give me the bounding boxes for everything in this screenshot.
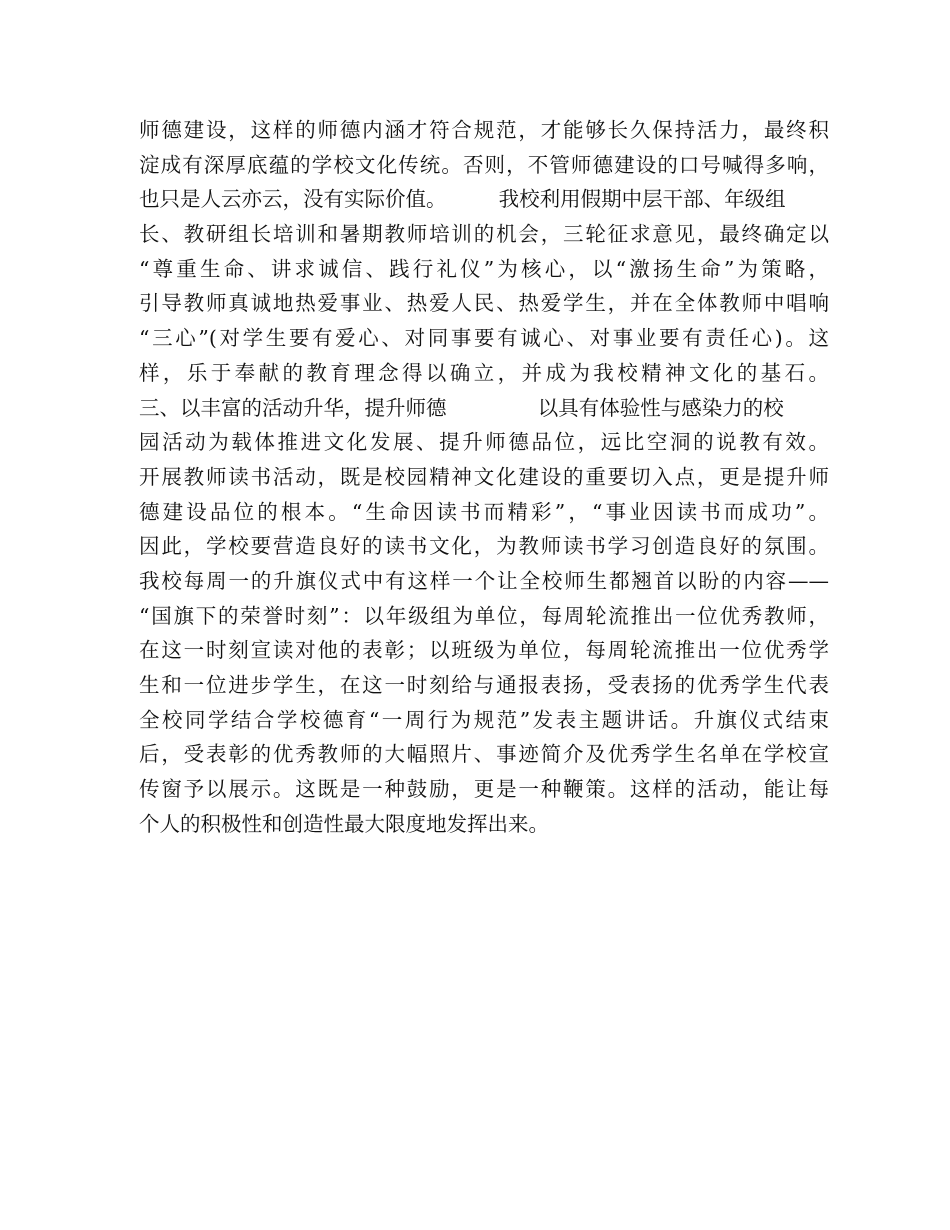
- text-line: 园活动为载体推进文化发展、提升师德品位，远比空洞的说教有效。: [139, 430, 829, 455]
- body-text: [139, 113, 829, 841]
- text-line: 三、以丰富的活动升华，提升师德 以具有体验性与感染力的校: [139, 395, 784, 420]
- text-line: 师德建设，这样的师德内涵才符合规范，才能够长久保持活力，最终积: [139, 118, 829, 142]
- text-line: 我校每周一的升旗仪式中有这样一个让全校师生都翘首以盼的内容——: [139, 568, 829, 593]
- text-line: 全校同学结合学校德育“一周行为规范”发表主题讲话。升旗仪式结束: [139, 707, 829, 732]
- text-line: 传窗予以展示。这既是一种鼓励，更是一种鞭策。这样的活动，能让每: [139, 777, 829, 802]
- text-line: 后，受表彰的优秀教师的大幅照片、事迹简介及优秀学生名单在学校宣: [139, 742, 829, 767]
- text-line: 淀成有深厚底蕴的学校文化传统。否则，不管师德建设的口号喊得多响，: [139, 152, 829, 177]
- text-line: 也只是人云亦云，没有实际价值。 我校利用假期中层干部、年级组: [139, 187, 786, 212]
- text-line: “尊重生命、讲求诚信、践行礼仪”为核心，以“激扬生命”为策略，: [139, 256, 829, 281]
- text-line: 长、教研组长培训和暑期教师培训的机会，三轮征求意见，最终确定以: [139, 222, 829, 247]
- text-line: 在这一时刻宣读对他的表彰；以班级为单位，每周轮流推出一位优秀学: [139, 638, 829, 663]
- text-line: 德建设品位的根本。“生命因读书而精彩”，“事业因读书而成功”。: [139, 499, 829, 524]
- text-line: “国旗下的荣誉时刻”：以年级组为单位，每周轮流推出一位优秀教师，: [139, 603, 829, 628]
- text-line: 生和一位进步学生，在这一时刻给与通报表扬，受表扬的优秀学生代表: [139, 673, 829, 697]
- text-line: 样，乐于奉献的教育理念得以确立，并成为我校精神文化的基石。: [139, 360, 829, 385]
- text-line: 引导教师真诚地热爱事业、热爱人民、热爱学生，并在全体教师中唱响: [139, 291, 829, 316]
- text-line: 因此，学校要营造良好的读书文化，为教师读书学习创造良好的氛围。: [139, 534, 829, 559]
- text-line: 个人的积极性和创造性最大限度地发挥出来。: [139, 811, 549, 836]
- text-line: 开展教师读书活动，既是校园精神文化建设的重要切入点，更是提升师: [139, 464, 829, 489]
- text-line: “三心”(对学生要有爱心、对同事要有诚心、对事业要有责任心)。这: [139, 326, 829, 351]
